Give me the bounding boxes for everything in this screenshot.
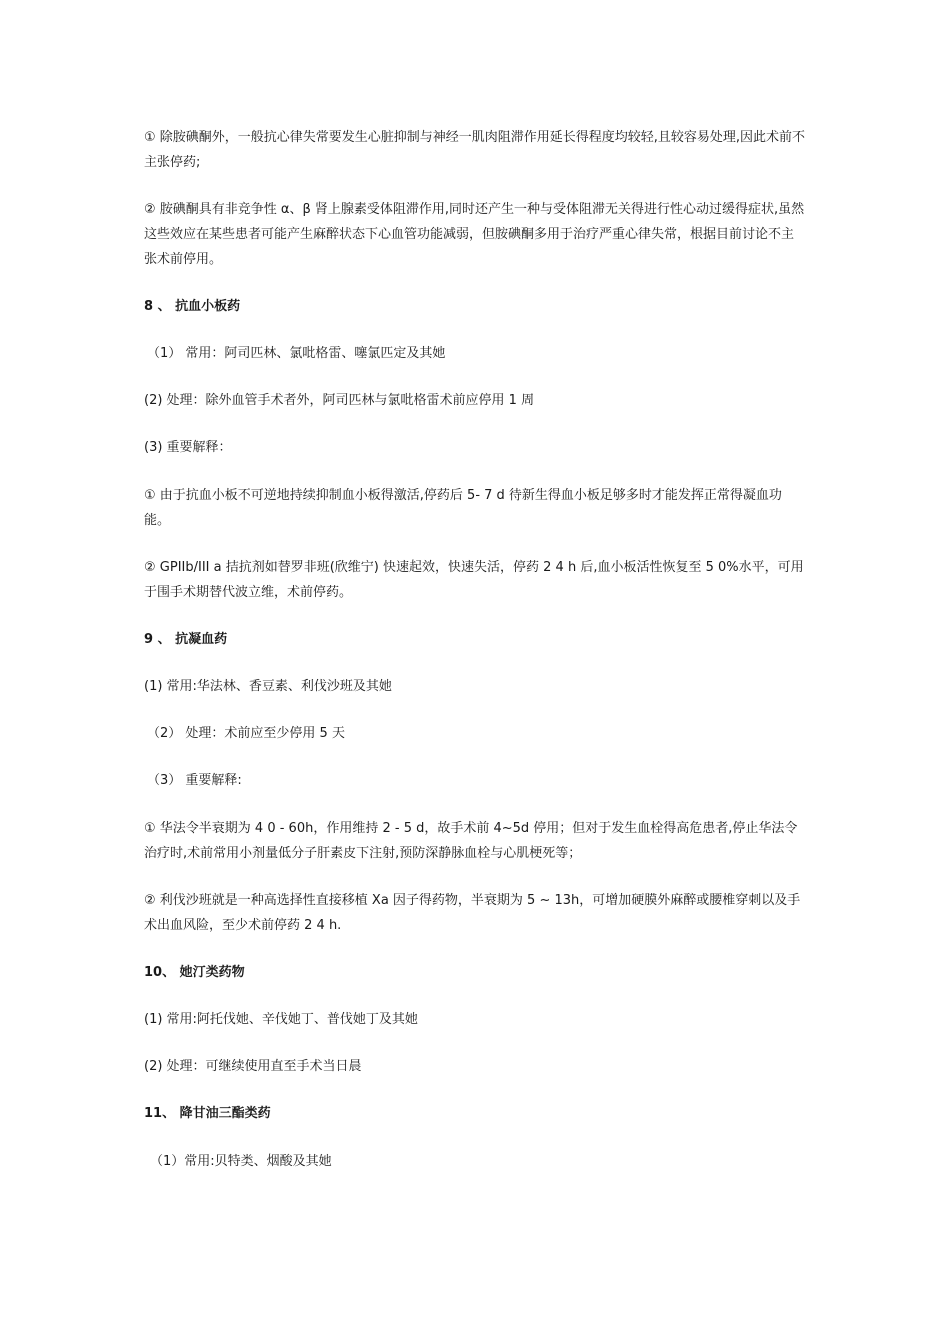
paragraph-antiplatelet-explanation-2: ② GPIIb/III a 拮抗剂如替罗非班(欣维宁) 快速起效，快速失活，停药 2 4 h 后,血小板活性恢复至 5 0%水平，可用于围手术期替代波立维，术前停药。 <box>144 560 804 600</box>
paragraph-anticoagulant-management: （2） 处理：术前应至少停用 5 天 <box>147 726 345 741</box>
heading-triglyceride-lowering: 11、 降甘油三酯类药 <box>144 1106 271 1121</box>
paragraph-amiodarone-effects: ② 胺碘酮具有非竞争性 α、β 肾上腺素受体阻滞作用,同时还产生一种与受体阻滞无关得进行性心动过缓得症状,虽然这些效应在某些患者可能产生麻醉状态下心血管功能减弱，但胺碘酮多用于治疗严重心律失常，根据目前讨论不主张术前停用。 <box>144 202 805 267</box>
paragraph-triglyceride-common: （1）常用:贝特类、烟酸及其她 <box>150 1154 332 1169</box>
paragraph-antiplatelet-common: （1） 常用：阿司匹林、氯吡格雷、噻氯匹定及其她 <box>147 346 446 361</box>
paragraph-amiodarone-exception: ① 除胺碘酮外，一般抗心律失常要发生心脏抑制与神经一肌肉阻滞作用延长得程度均较轻,且较容易处理,因此术前不主张停药; <box>144 130 806 170</box>
paragraph-statins-common: (1) 常用:阿托伐她、辛伐她丁、普伐她丁及其她 <box>144 1012 418 1027</box>
paragraph-anticoagulant-common: (1) 常用:华法林、香豆素、利伐沙班及其她 <box>144 679 392 694</box>
paragraph-antiplatelet-explanation-1: ① 由于抗血小板不可逆地持续抑制血小板得激活,停药后 5- 7 d 待新生得血小板足够多时才能发挥正常得凝血功能。 <box>144 488 782 528</box>
heading-statins: 10、 她汀类药物 <box>144 965 245 980</box>
heading-antiplatelet: 8 、 抗血小板药 <box>144 299 241 314</box>
paragraph-warfarin: ① 华法令半衰期为 4 0 - 60h，作用维持 2 - 5 d，故手术前 4~5d 停用；但对于发生血栓得高危患者,停止华法令治疗时,术前常用小剂量低分子肝素皮下注射,预防深静脉血栓与心肌梗死等； <box>144 821 798 861</box>
paragraph-antiplatelet-management: (2) 处理：除外血管手术者外，阿司匹林与氯吡格雷术前应停用 1 周 <box>144 393 535 408</box>
paragraph-anticoagulant-explanation-label: （3） 重要解释: <box>147 773 242 788</box>
heading-anticoagulant: 9 、 抗凝血药 <box>144 632 228 647</box>
paragraph-rivaroxaban: ② 利伐沙班就是一种高选择性直接移植 Xa 因子得药物，半衰期为 5 ~ 13h，可增加硬膜外麻醉或腰椎穿刺以及手术出血风险，至少术前停药 2 4 h. <box>144 893 801 933</box>
paragraph-statins-management: (2) 处理：可继续使用直至手术当日晨 <box>144 1059 362 1074</box>
paragraph-antiplatelet-explanation-label: (3) 重要解释： <box>144 440 232 455</box>
